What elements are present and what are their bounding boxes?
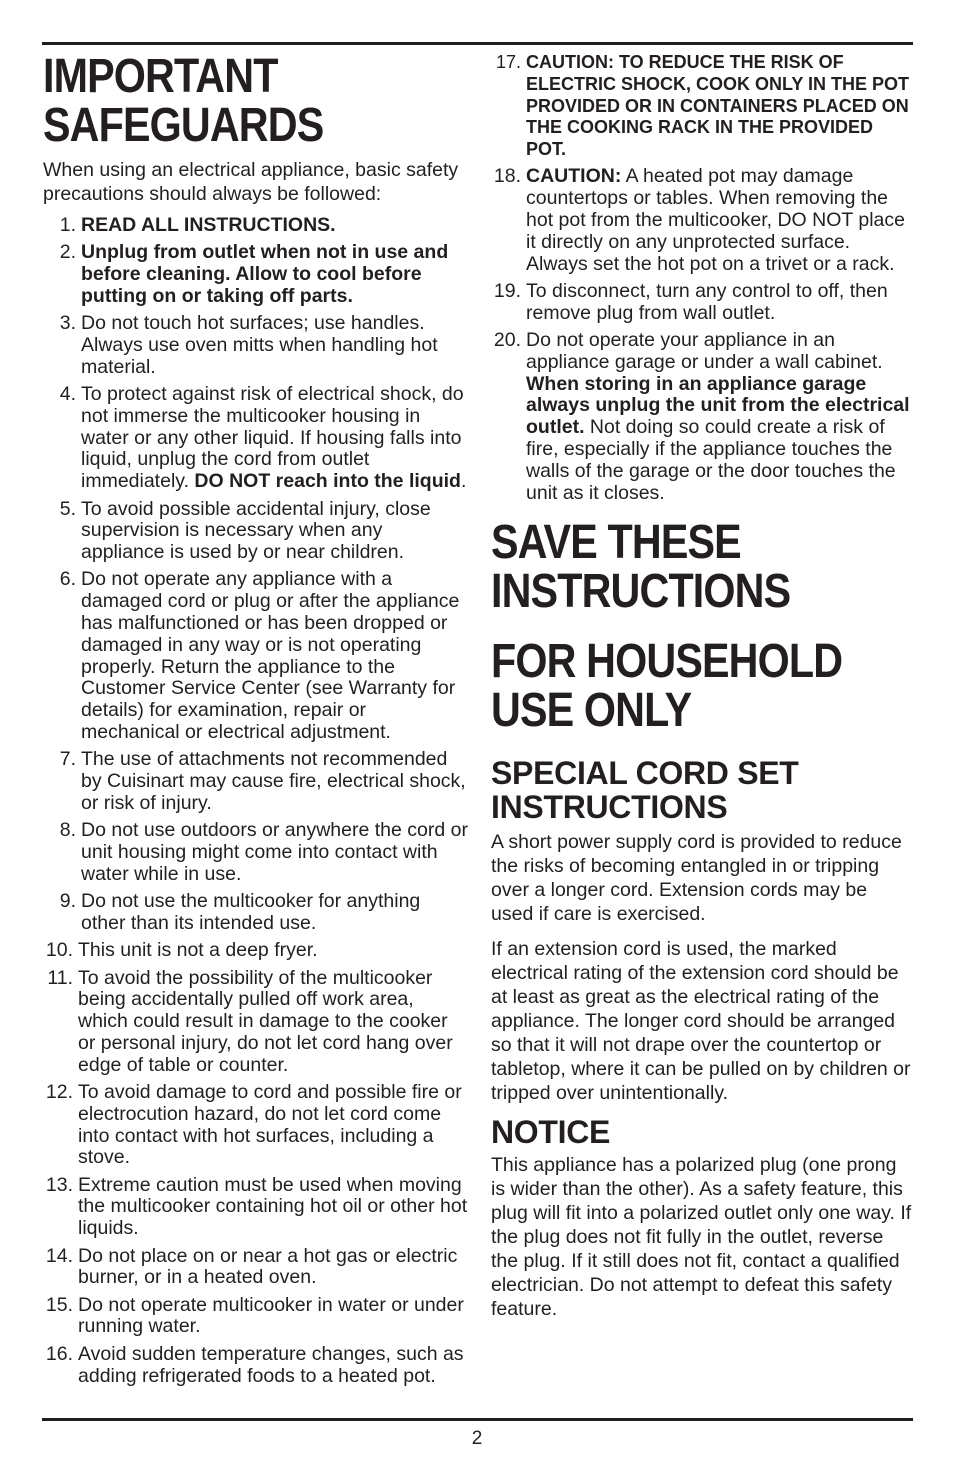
item-text-run: To avoid the possibility of the multicooker being accidentally pulled off work area, which could result in damage to the cooker or personal injury, do not let cord hang over edge of table or counter. [78, 966, 453, 1076]
left-column [43, 52, 468, 1393]
item-text [78, 1343, 464, 1387]
item-text [81, 890, 420, 934]
item-text-bold: When storing in an appliance garage always unplug the unit from the electrical outlet. [526, 372, 910, 439]
item-text-run: Do not place on or near a hot gas or electric burner, or in a heated oven. [78, 1244, 458, 1289]
list-item [43, 215, 468, 237]
list-item [43, 384, 468, 493]
item-text-run: . [460, 470, 467, 493]
item-text [526, 52, 909, 159]
item-text-run: Do not use the multicooker for anything other than its intended use. [81, 890, 421, 934]
list-item [43, 1175, 468, 1240]
item-text-bold: CAUTION: [526, 165, 622, 188]
item-text-bold: CAUTION: TO REDUCE THE RISK OF ELECTRIC SHOCK, COOK ONLY IN THE POT PROVIDED OR IN CONTAINERS PLACED ON THE COOKING RACK IN THE PROVIDED POT. [526, 52, 910, 160]
item-number: 13. [45, 1173, 73, 1196]
item-text [81, 241, 448, 307]
list-item [43, 499, 468, 564]
item-number: 20. [493, 329, 521, 352]
page-title [43, 52, 467, 150]
cord-paragraph-1: A short power supply cord is provided to reduce the risks of becoming entangled in or tripping over a longer cord. Extension cords may be used if care is exercised. [491, 831, 902, 926]
save-line-2: INSTRUCTIONS [491, 565, 791, 619]
item-text [81, 748, 466, 814]
item-number: 4. [59, 383, 76, 406]
household-line-1: FOR HOUSEHOLD [491, 635, 843, 689]
save-line-1: SAVE THESE [491, 516, 741, 570]
item-text [526, 165, 905, 274]
list-item [43, 1246, 468, 1290]
item-text-run: This unit is not a deep fryer. [78, 939, 318, 962]
item-text-run: Do not operate multicooker in water or under running water. [78, 1293, 464, 1338]
item-number: 5. [59, 497, 76, 520]
cord-heading-line-1: SPECIAL CORD SET [491, 755, 799, 792]
item-text-run: Do not touch hot surfaces; use handles. Always use oven mitts when handling hot material. [81, 312, 438, 378]
list-item [43, 940, 468, 962]
item-number: 2. [59, 241, 76, 264]
list-item [491, 52, 913, 161]
item-text [78, 1294, 464, 1338]
list-item [43, 820, 468, 885]
item-number: 6. [59, 568, 76, 591]
bottom-rule [42, 1418, 913, 1421]
item-text-run: The use of attachments not recommended by Cuisinart may cause fire, electrical shock, or risk of injury. [81, 748, 466, 814]
list-item [43, 313, 468, 378]
list-item [43, 891, 468, 935]
item-number: 17. [495, 52, 521, 72]
item-text [81, 312, 438, 378]
item-text-run: To protect against risk of electrical shock, do not immerse the multicooker housing in water or any other liquid. If housing falls into liquid, unplug the cord from outlet immediately. [81, 383, 464, 493]
item-number: 3. [59, 312, 76, 335]
safeguards-list-left [43, 215, 468, 1387]
right-column [491, 52, 913, 1321]
list-item [43, 242, 468, 307]
title-line-2: SAFEGUARDS [43, 99, 324, 152]
item-number: 9. [59, 890, 76, 913]
item-text-bold: Unplug from outlet when not in use and before cleaning. Allow to cool before putting on or taking off parts. [81, 241, 449, 307]
item-number: 10. [45, 939, 73, 962]
save-instructions-heading [491, 516, 912, 619]
item-text [526, 280, 888, 324]
notice-paragraph: This appliance has a polarized plug (one prong is wider than the other). As a safety feature, this plug will fit into a polarized outlet only one way. If the plug does not fit fully in the outlet, reverse the plug. If it still does not fit, contact a qualified electrician. Do not attempt to defeat this safety feature. [491, 1154, 912, 1321]
item-number: 19. [493, 279, 521, 302]
item-text [78, 1245, 457, 1289]
item-text [78, 939, 318, 961]
item-text [81, 568, 459, 743]
list-item [43, 569, 468, 743]
item-number: 14. [45, 1244, 73, 1267]
list-item [43, 749, 468, 814]
item-text-run: Do not use outdoors or anywhere the cord or unit housing might come into contact with water while in use. [81, 819, 468, 885]
item-number: 18. [493, 165, 521, 188]
list-item [43, 1295, 468, 1339]
cord-heading-line-2: INSTRUCTIONS [491, 789, 728, 826]
item-text-bold: DO NOT reach into the liquid [194, 470, 461, 493]
item-text-run: Extreme caution must be used when moving the multicooker containing hot oil or other hot liquids. [78, 1173, 468, 1240]
item-text-run: To avoid possible accidental injury, close supervision is necessary when any appliance is used by or near children. [81, 497, 431, 564]
page-number: 2 [471, 1428, 483, 1449]
intro-text: When using an electrical appliance, basic safety precautions should always be followed: [43, 159, 459, 205]
item-text-run: Do not operate your appliance in an appliance garage or under a wall cabinet. [526, 329, 883, 373]
item-number: 11. [47, 966, 73, 989]
list-item [43, 968, 468, 1077]
item-text-run: Do not operate any appliance with a damaged cord or plug or after the appliance has malfunctioned or has been dropped or damaged in any way or is not operating properly. Return the appliance to the Customer Service Center (see Warranty for details) for examination, repair or mechanical or electrical adjustment. [81, 568, 460, 744]
item-number: 16. [45, 1342, 73, 1365]
notice-heading: NOTICE [491, 1114, 611, 1151]
item-text-run: To disconnect, turn any control to off, then remove plug from wall outlet. [526, 279, 888, 324]
item-text [81, 214, 336, 236]
item-text-run: A heated pot may damage countertops or tables. When removing the hot pot from the multicooker, DO NOT place it directly on any unprotected surface. Always set the hot pot on a trivet or a rack. [526, 165, 905, 275]
item-text-bold: READ ALL INSTRUCTIONS. [81, 214, 336, 236]
item-number: 7. [59, 748, 76, 771]
item-text [78, 1081, 462, 1168]
item-text-run: To avoid damage to cord and possible fire or electrocution hazard, do not let cord come into contact with hot surfaces, including a stove. [78, 1080, 462, 1169]
list-item [491, 281, 913, 325]
item-number: 15. [45, 1293, 73, 1316]
item-number: 1. [59, 214, 76, 236]
item-text [78, 1174, 467, 1240]
title-line-1: IMPORTANT [43, 50, 278, 103]
household-use-heading [491, 635, 912, 738]
list-item [491, 330, 913, 504]
item-text [81, 819, 468, 885]
cord-paragraph-2: If an extension cord is used, the marked electrical rating of the extension cord should be at least as great as the electrical rating of the appliance. The longer cord should be arranged so that it will not drape over the countertop or tabletop, where it can be pulled on by children or tripped over unintentionally. [491, 938, 911, 1105]
safeguards-list-right [491, 52, 913, 504]
household-line-2: USE ONLY [491, 684, 692, 738]
item-text-run: Not doing so could create a risk of fire, especially if the appliance touches the walls of the garage or the door touches the unit as it closes. [526, 416, 896, 504]
item-number: 12. [45, 1080, 73, 1103]
item-text [78, 967, 453, 1076]
item-text-run: Avoid sudden temperature changes, such as adding refrigerated foods to a heated pot. [78, 1342, 464, 1387]
item-text [526, 329, 910, 504]
item-text [81, 383, 466, 492]
item-number: 8. [59, 819, 76, 842]
list-item [491, 166, 913, 275]
top-rule [42, 42, 913, 45]
cord-set-heading [491, 756, 913, 824]
list-item [43, 1344, 468, 1388]
list-item [43, 1082, 468, 1169]
item-text [81, 498, 431, 564]
